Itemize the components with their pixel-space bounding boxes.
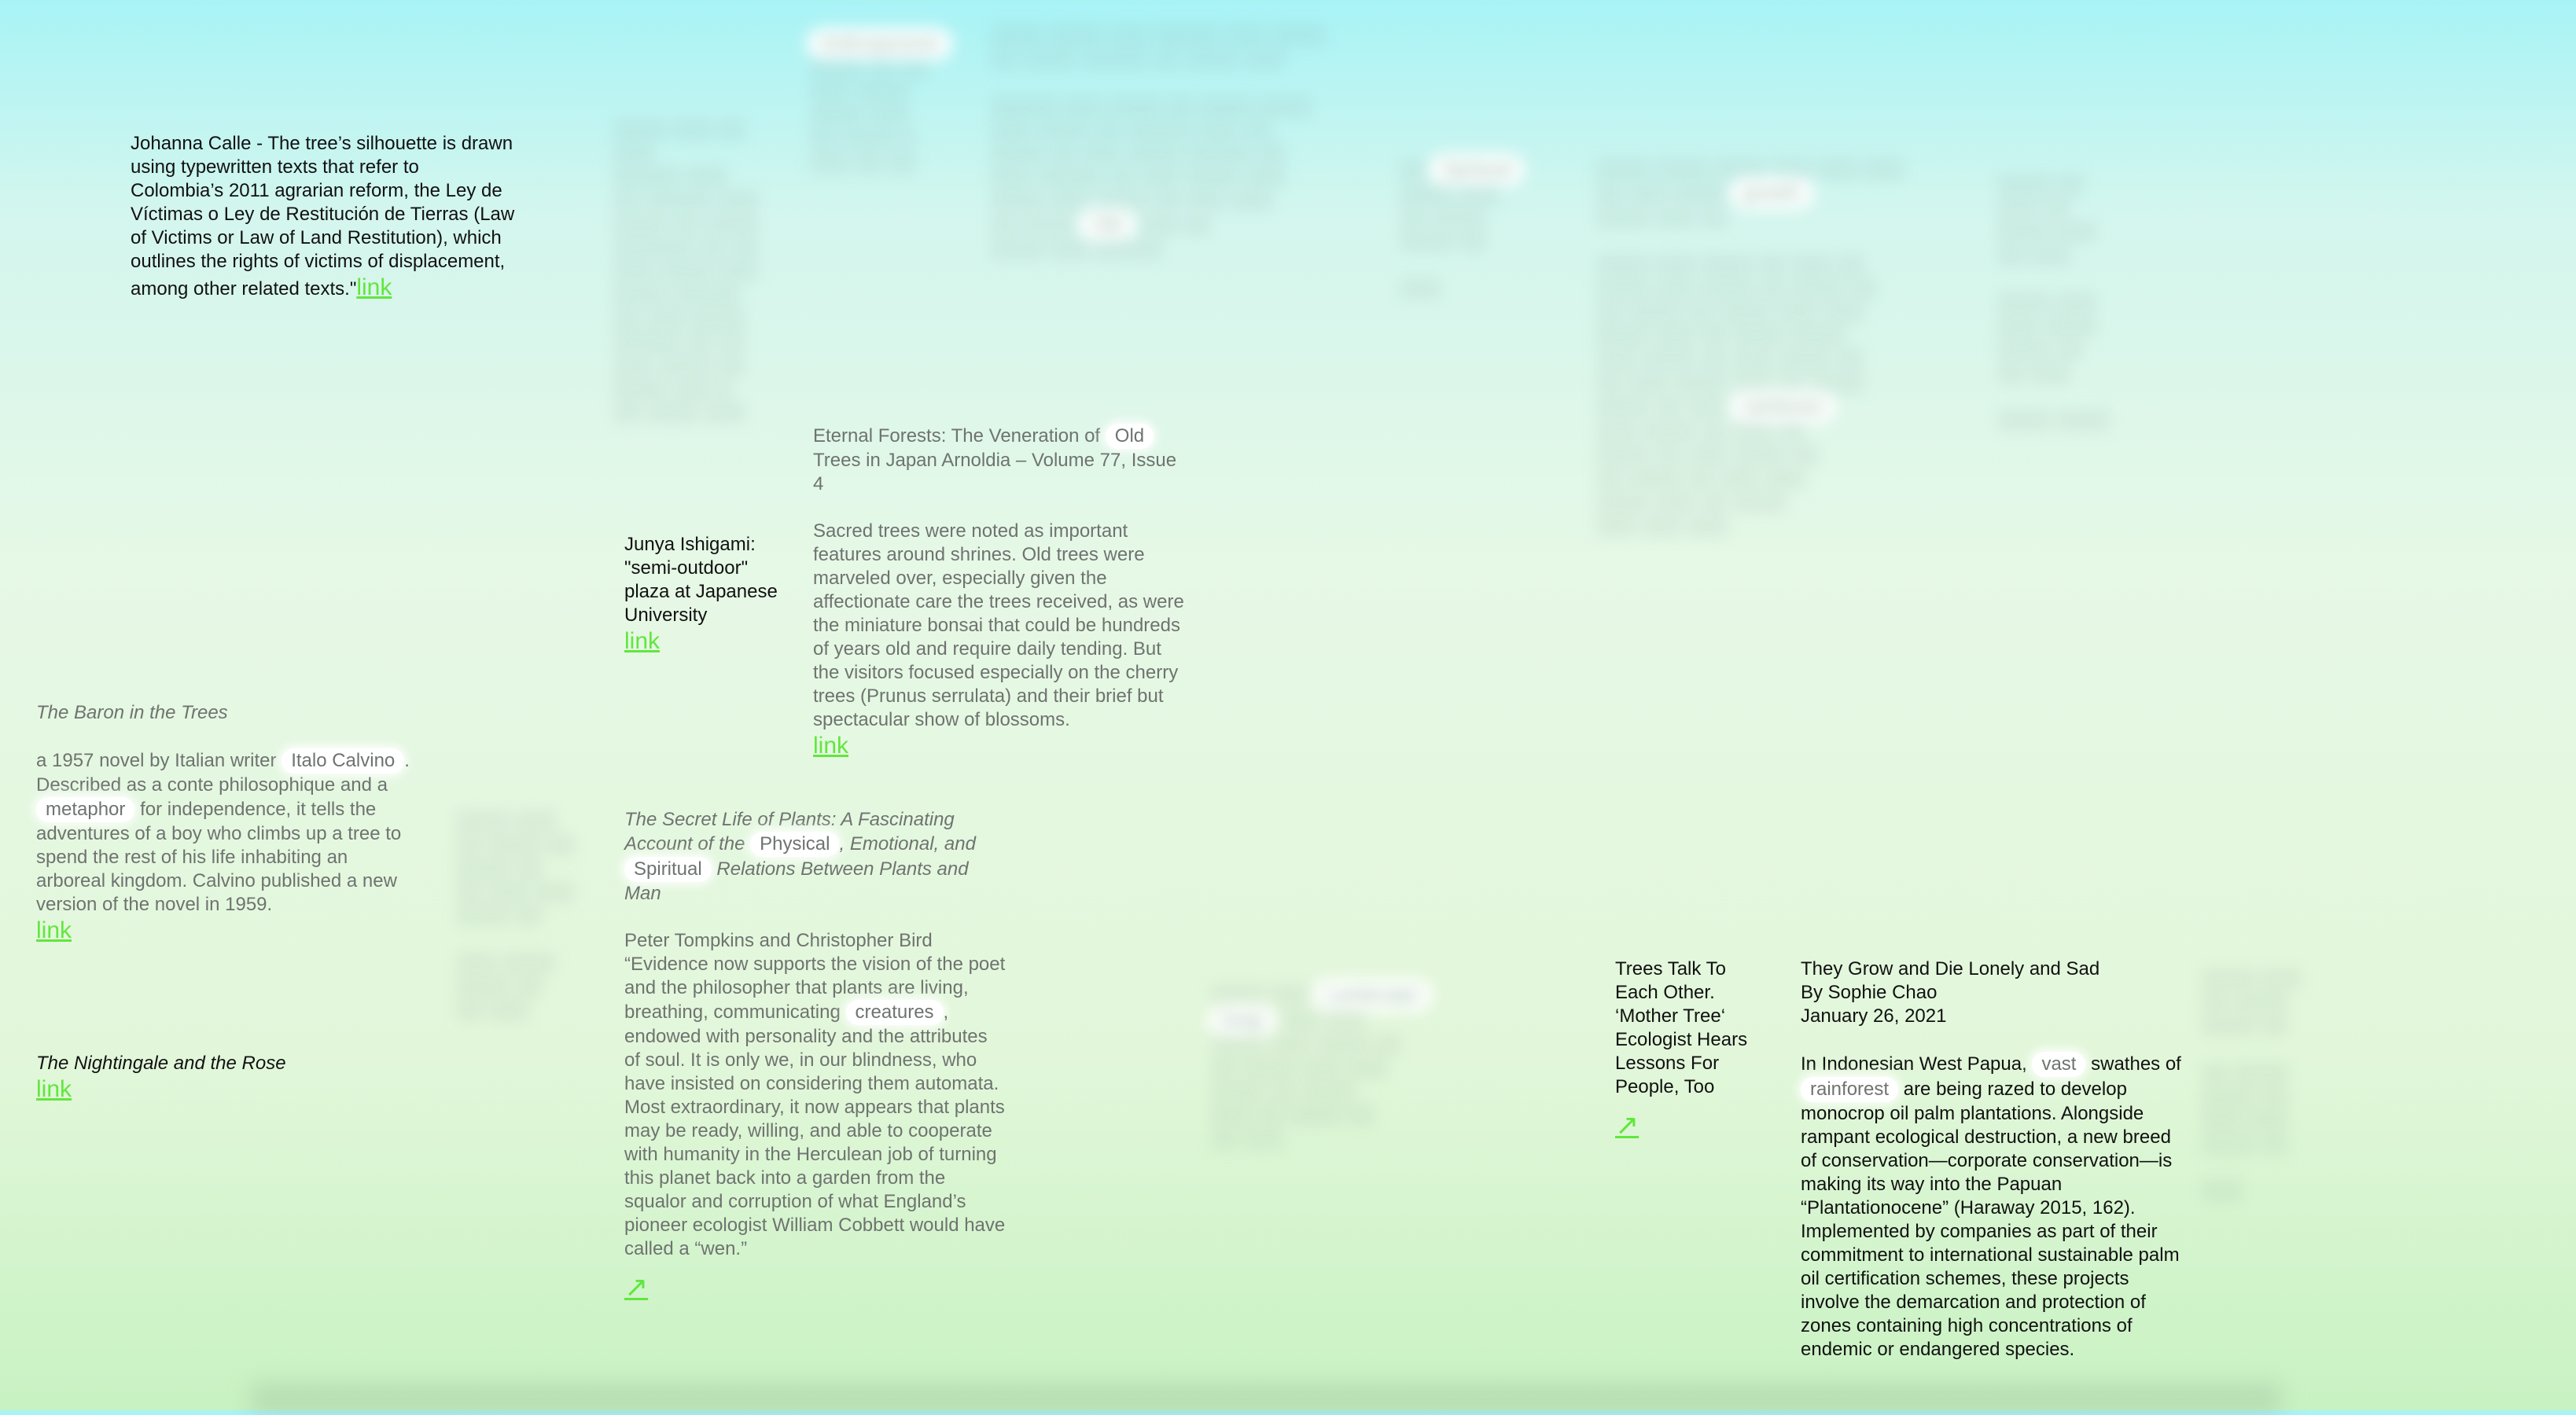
tag-old[interactable]: Old — [1106, 424, 1154, 449]
card-title: The Baron in the Trees — [36, 702, 228, 723]
external-link-arrow-icon[interactable]: ↗ — [624, 1270, 649, 1303]
card-author: By Sophie Chao — [1801, 982, 1938, 1003]
card-secret-life-of-plants — [624, 808, 1006, 1303]
link[interactable]: link — [36, 1076, 72, 1102]
card-title: Eternal Forests: The Veneration of Old Trees in Japan Arnoldia – Volume 77, Issue 4 — [813, 425, 1177, 494]
link[interactable]: link — [813, 733, 849, 759]
blurred-column-8: ░░░░ ░░░ Landscape fungi ░░░ ░░░ ░░░░ ░░░ ░░░░ ░░ ░░ ░░░░ ░░░ ░░░ ░░░░ ░░ ░░░░ ░░░ ░░ ░░░░ ░░ ░░ ░░░ — [1211, 983, 1541, 1151]
blurred-column-7: ░░░░ ░░░ ░░ ░░░░ ░░ ░░░░ ░░ ░░ ░░░ ░░░ ░░░░ ░░ ░░░ ░░░░ ░░░░ ░░ ░░ ░░░ — [456, 810, 574, 1020]
card-text: Junya Ishigami: "semi-outdoor" plaza at Japanese University — [624, 534, 778, 626]
card-body: Peter Tompkins and Christopher Bird “Evidence now supports the vision of the poet and the philosopher that plants are living, breathing, communicating creatures , endowed with personality and the attributes of soul. It is only we, in our blindness, who have insisted on considering them automata. Most extraordinary, it now appears that plants may be ready, willing, and able to cooperate with humanity in the Herculean job of turning this planet back into a garden from the squalor and corruption of what England’s pioneer ecologist William Cobbett would have called a “wen.” — [624, 930, 1006, 1259]
card-lonely-and-sad — [1801, 957, 2186, 1362]
blurred-column-9: ░░░░ ░░░ ░░ ░░░░ ░░░░ ░░ ░░ ░░░░ ░░░░ ░░ ░░░ ░░░ ░░░░ ░░ ░░░ — [2202, 968, 2301, 1201]
link[interactable]: link — [624, 628, 661, 654]
blurred-column-1: ░░░░ ░░░ ░░ ░░░ ░░░░░ ░░░ ░░ ░░░░░ ░░░ ░░░░ ░░ ░░░░ ░░░░░░ ░░ ░░ ░░░ ░░░░ ░░░ ░░░░ ░░░░░ ░░ ░░░ ░░░░ ░░░░░ ░░ ░░ ░░░ ░░░░ ░░ ░░░░ ░░░ ░ ░░ ░░░░ ░░░ — [613, 119, 758, 423]
tag-vast[interactable]: vast — [2032, 1052, 2085, 1077]
tag-physical[interactable]: Physical — [750, 832, 839, 857]
bottom-shadow — [252, 1384, 2280, 1415]
external-link-arrow-icon[interactable]: ↗ — [1615, 1108, 1639, 1141]
card-body: a 1957 novel by Italian writer Italo Calvino . Described as a conte philosophique and a metaphor for independence, it tells the adventures of a boy who climbs up a tree to spend the rest of his life inhabiting an arboreal kingdom. Calvino published a new version of the novel in 1959. — [36, 750, 410, 915]
blurred-column-4: ░░ Spiritual ░░░░ ░░░ ░░ ░░░░ ░░░░ ░░ ░░░ — [1400, 157, 1557, 300]
card-baron-in-the-trees — [36, 701, 421, 945]
card-title: The Nightingale and the Rose — [36, 1053, 286, 1074]
card-body: In Indonesian West Papua, vast swathes of rainforest are being razed to develop monocrop oil palm plantations. Alongside rampant ecological destruction, a new breed of conservation—corporate conservation—is making its way into the Papuan “Plantationocene” (Haraway 2015, 162). Implemented by companies as part of their commitment to international sustainable palm oil certification schemes, these projects involve the demarcation and protection of zones containing high concentrations of endemic or endangered species. — [1801, 1053, 2181, 1360]
blurred-column-2: Anthropocene ░░░░ ░░ ░░ ░░░ ░░░░ ░░░░ ░░░ ░░ ░░░░ ░ ░░░ ░░ ░░ — [810, 31, 967, 175]
card-date: January 26, 2021 — [1801, 1005, 1947, 1027]
tag-rainforest[interactable]: rainforest — [1801, 1077, 1898, 1102]
card-eternal-forests — [813, 424, 1190, 760]
blurred-column-6: ░░░░ ░░ ░░░ ░░ ░░░░ ░░░ ░░ ░░░ ░░░░ ░░░ ░░░ ░░░░ ░░░░ ░░ ░░ ░░░ ░░░░ ░░░░ — [1997, 174, 2110, 431]
tag-creatures[interactable]: creatures — [846, 1000, 944, 1025]
card-text: Johanna Calle - The tree’s silhouette is drawn using typewritten texts that refer to Colombia’s 2011 agrarian reform, the Ley de Víctimas o Ley de Restitución de Tierras (Law of Victims or Law of Land Restitution), which outlines the rights of victims of displacement, among other related texts." — [131, 133, 515, 300]
tag-italo-calvino[interactable]: Italo Calvino — [282, 748, 404, 774]
link[interactable]: link — [36, 917, 72, 943]
card-title: Trees Talk To Each Other. ‘Mother Tree‘ Ecologist Hears Lessons For People, Too — [1615, 958, 1748, 1097]
card-johanna-calle — [131, 132, 516, 302]
blurred-column-5: ░░░░ ░░░░ ░░░░ ░░░ ░░░ ░░░ ░░ ░░░ ░░░░ growth ░░░░ ░░░ ░░ ░░░░ ░░░ ░░░░ ░░ ░░░ ░░ ░░░░ ░░░ ░░░░ ░░ ░░░░ ░░ ░░ ░░░░ ░░ ░░░░ ░░░ ░░░ ░░░░ ░░░ ░░ ░░░░ ░░░░ ░░░ ░░░░ ░░ ░░░ ░░░░ ░░ ░░ ░░░ ░░░░ ░░░ ░░ ░░░░ ░░░░ ░░ ░░░ rainforest ░░░ ░░░░ ░░ ░░░ ░░ ░░░░ ░░ ░░░ ░░░░ ░░ ░░ ░░░░ ░░ ░░░ ░░░ ░░░░ ░░░ ░░ ░░░░ ░░░ ░░░ ░░░ — [1596, 158, 1904, 536]
tag-metaphor[interactable]: metaphor — [36, 797, 134, 822]
card-title: The Secret Life of Plants: A Fascinating Account of the Physical , Emotional, and Spiritual Relations Between Plants and Man — [624, 809, 976, 904]
card-trees-talk — [1615, 957, 1772, 1141]
card-junya-ishigami — [624, 533, 797, 656]
link[interactable]: link — [356, 274, 392, 300]
tag-spiritual[interactable]: Spiritual — [624, 857, 712, 882]
card-body: Sacred trees were noted as important features around shrines. Old trees were marveled over, especially given the affectionate care the trees received, as were the miniature bonsai that could be hundreds of years old and require daily tending. But the visitors focused especially on the cherry trees (Prunus serrulata) and their brief but spectacular show of blossoms. — [813, 520, 1184, 730]
blurred-column-3: ░░░░ ░░░░ ░░░ ░░░░░ ░░░ ░░░░ ░░ ░░░░ ░░░░░ ░░ ░░░░ ░░░ ░░░░░ ░░░ ░░░░ ░░ ░░░░ ░░░░ ░░░ ░░░░ ░░ ░░░░░ ░░░ ░░ ░░░░ ░░ ░░░ ░░░░ ░░░░░ ░░ ░░░ ░░░░░ ░░ ░░░ ░░░░ ░░░ ░░░░ ░░░ ░░░░ ░░ ░░░ ░░░ ░░ ░░░░ Old ░░░ ░░ ░░░░ ░░░ ░░░░░ — [991, 24, 1325, 259]
card-title: They Grow and Die Lonely and Sad — [1801, 958, 2100, 979]
card-nightingale-and-rose — [36, 1052, 421, 1104]
